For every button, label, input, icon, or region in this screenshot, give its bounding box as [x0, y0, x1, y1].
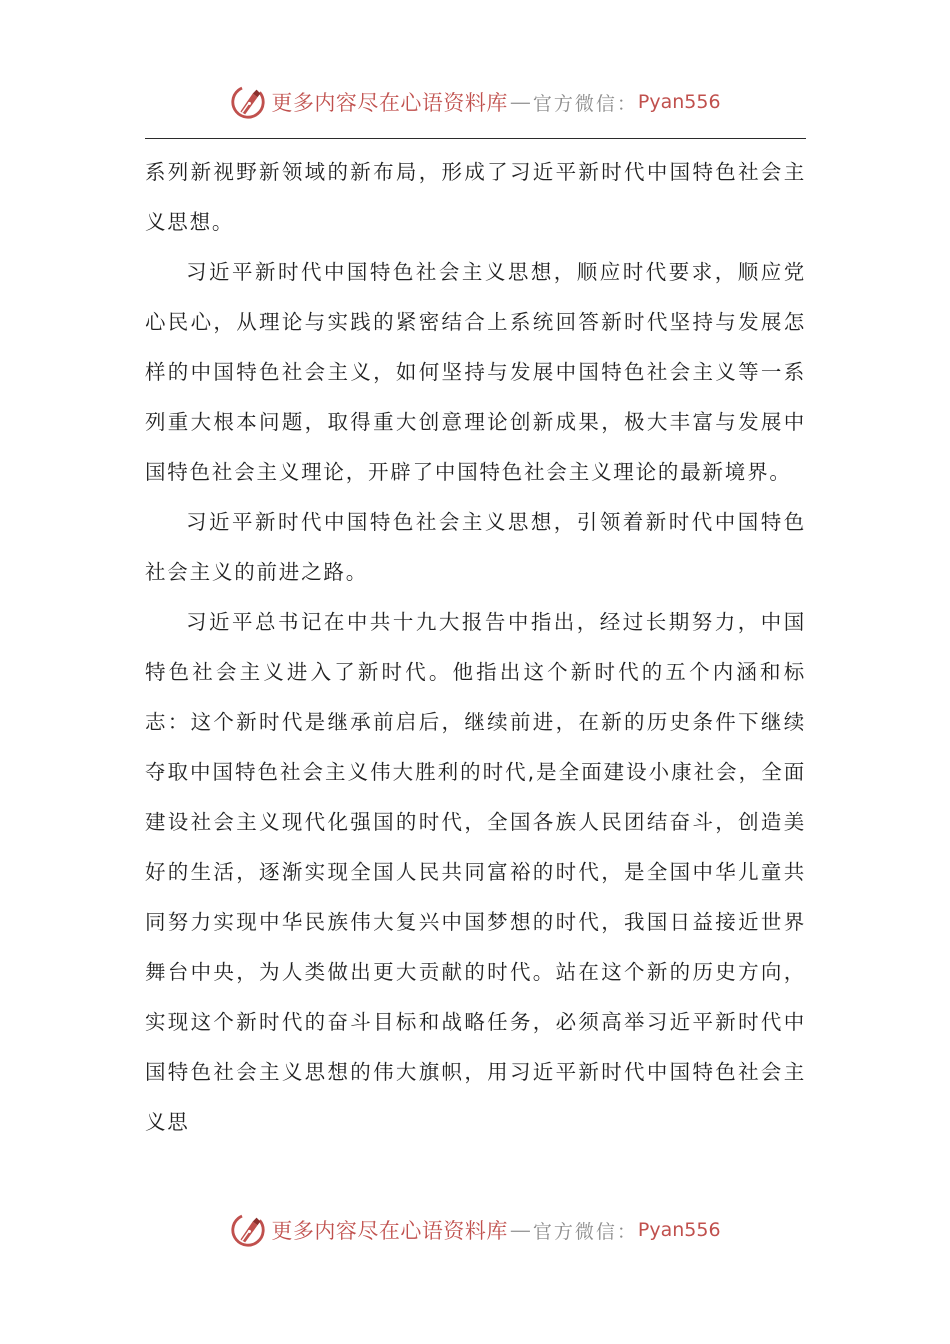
- header-wechat-label: 官方微信：: [532, 92, 638, 115]
- header-wechat-id: Pyan556: [637, 91, 721, 113]
- header-divider: [145, 138, 806, 139]
- footer-wechat-id: Pyan556: [637, 1219, 721, 1241]
- pen-nib-logo-icon: [229, 83, 267, 121]
- footer-wechat-label: 官方微信：: [532, 1220, 638, 1243]
- footer-watermark: [0, 1210, 950, 1250]
- document-body: [145, 147, 806, 1147]
- header-brand-text: 更多内容尽在心语资料库: [271, 91, 508, 115]
- pen-nib-logo-icon: [229, 1211, 267, 1249]
- footer-separator: —: [509, 1218, 531, 1242]
- paragraph-1: 系列新视野新领域的新布局，形成了习近平新时代中国特色社会主义思想。: [145, 160, 806, 234]
- paragraph-2: 习近平新时代中国特色社会主义思想，顺应时代要求，顺应党心民心，从理论与实践的紧密结合上系统回答新时代坚持与发展怎样的中国特色社会主义，如何坚持与发展中国特色社会主义等一系列重大根本问题，取得重大创意理论创新成果，极大丰富与发展中国特色社会主义理论，开辟了中国特色社会主义理论的最新境界。: [145, 260, 806, 484]
- paragraph-4: 习近平总书记在中共十九大报告中指出，经过长期努力，中国特色社会主义进入了新时代。他指出这个新时代的五个内涵和标志：这个新时代是继承前启后，继续前进，在新的历史条件下继续夺取中国特色社会主义伟大胜利的时代,是全面建设小康社会，全面建设社会主义现代化强国的时代，全国各族人民团结奋斗，创造美好的生活，逐渐实现全国人民共同富裕的时代，是全国中华儿童共同努力实现中华民族伟大复兴中国梦想的时代，我国日益接近世界舞台中央，为人类做出更大贡献的时代。站在这个新的历史方向，实现这个新时代的奋斗目标和战略任务，必须高举习近平新时代中国特色社会主义思想的伟大旗帜，用习近平新时代中国特色社会主义思: [145, 610, 806, 1134]
- footer-brand-text: 更多内容尽在心语资料库: [271, 1219, 508, 1243]
- header-watermark: [0, 82, 950, 122]
- paragraph-3: 习近平新时代中国特色社会主义思想，引领着新时代中国特色社会主义的前进之路。: [145, 510, 806, 584]
- header-separator: —: [509, 90, 531, 114]
